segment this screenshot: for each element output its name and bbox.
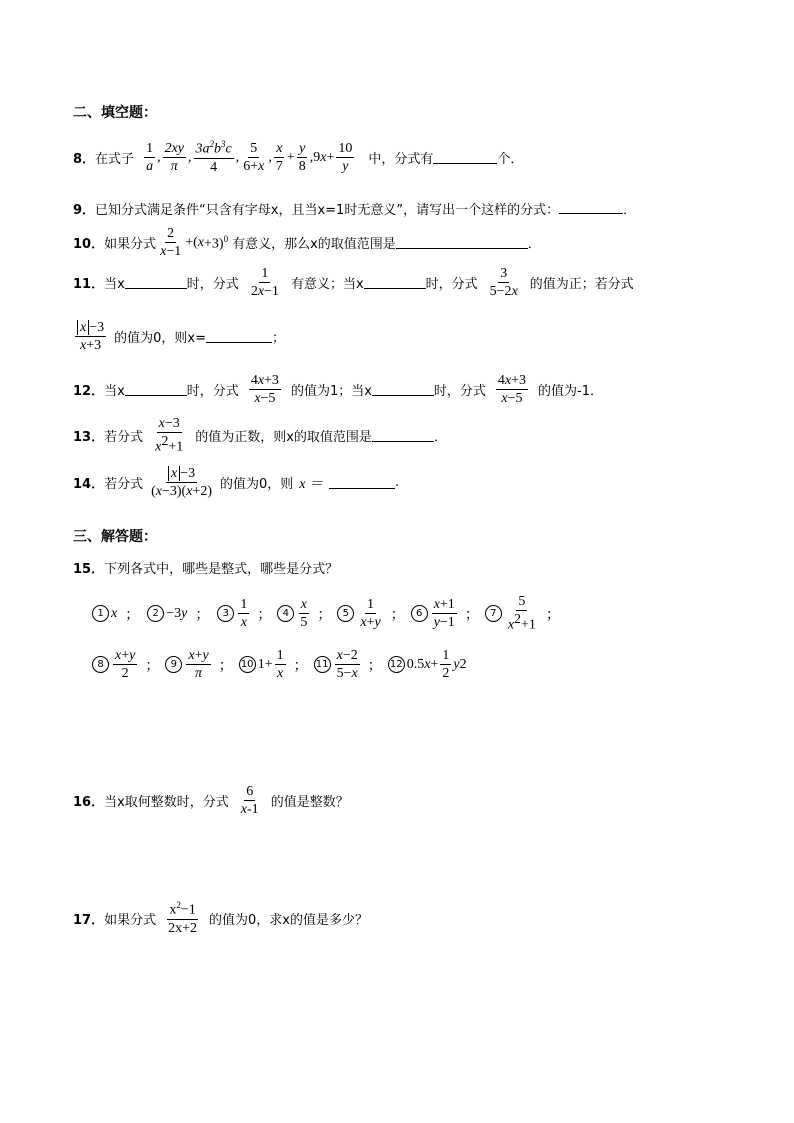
q15-expressions-row-1: 1 x ； 2 −3 y ； 3 $\frac{1}{x}$ ； 4 $\frac{x}{5}$ ； 5 $\frac{1}{x+y}$ ； 6 $\frac{x+1}{y-1}$ ； 7 $\frac{5}{x^2+1}$ ；: [92, 594, 566, 633]
answer-blank[interactable]: [364, 276, 426, 289]
question-text: 的值为正；若分式: [529, 277, 634, 293]
question-number: 17．: [73, 913, 105, 929]
question-14: [73, 466, 399, 500]
fraction-expression: $\frac{x-3}{x^2+1}$: [155, 416, 184, 456]
answer-blank[interactable]: [125, 276, 187, 289]
question-11: [73, 266, 634, 300]
fraction-expression: $\frac{6}{x-1}$: [240, 784, 259, 818]
question-text: 当x: [104, 384, 125, 400]
question-9: [73, 199, 636, 218]
item-marker: 5: [337, 605, 354, 622]
fraction-expression: $\frac{4x+3}{x-5}$: [497, 373, 527, 407]
answer-blank[interactable]: [125, 383, 187, 396]
q15-expressions-row-2: 8 $\frac{x+y}{2}$ ； 9 $\frac{x+y}{\pi}$ ； 10 1+ $\frac{1}{x}$ ； 11 $\frac{x-2}{5-x}$ ； 12 0.5 x + $\frac{1}{2}$ y 2: [92, 648, 467, 682]
answer-blank[interactable]: [372, 383, 434, 396]
question-text: 若分式: [104, 477, 144, 493]
question-text-end: 个．: [497, 152, 524, 168]
item-marker: 8: [92, 656, 109, 673]
fraction-expression: $\frac{x^2-1}{2x+2}$: [168, 900, 198, 937]
fraction-expression: $\frac{4x+3}{x-5}$: [250, 373, 279, 407]
question-text: 的值为1；当x: [290, 384, 372, 400]
question-text: 当x取何整数时，分式: [104, 795, 229, 811]
question-text: 时，分式: [186, 277, 239, 293]
item-marker: 1: [92, 605, 109, 622]
question-number: 10．: [73, 237, 105, 253]
section-title-fill-blank: 二、填空题：: [73, 105, 157, 121]
question-text-mid: 有意义，那么x的取值范围是: [232, 237, 396, 253]
question-text: 在式子: [95, 152, 135, 168]
question-text-suffix: 的值是整数？: [270, 795, 349, 811]
item-marker: 6: [411, 605, 428, 622]
question-number: 11．: [73, 277, 105, 293]
item-marker: 11: [314, 656, 331, 673]
answer-blank[interactable]: [372, 429, 434, 442]
question-text: 当x: [104, 277, 125, 293]
question-text-suffix: 的值为0，求x的值是多少？: [209, 913, 368, 929]
question-text: 若分式: [104, 430, 144, 446]
question-text: 时，分式: [425, 277, 478, 293]
answer-blank[interactable]: [206, 330, 272, 343]
question-text: 如果分式: [104, 913, 157, 929]
question-16: [73, 784, 349, 818]
question-text-suffix: 中，分式有: [368, 152, 434, 168]
question-text: 下列各式中，哪些是整式，哪些是分式？: [104, 562, 339, 577]
question-text-end: ．: [527, 237, 541, 253]
question-12: [73, 373, 603, 407]
question-11-continued: [73, 320, 285, 354]
question-number: 8．: [73, 152, 96, 168]
question-text-end: ．: [433, 430, 447, 446]
question-17: [73, 901, 368, 936]
expression-list: $\frac{1}{a}$ , $\frac{2xy}{\pi}$ , $\frac{3a^2b^3c}{4}$ , $\frac{5}{6+x}$ , $\frac{x}{7}$ + $\frac{y}{8}$ ,9 x + $\frac{10}{y}$: [146, 139, 353, 176]
question-13: [73, 416, 447, 455]
equation-variable: x ＝: [299, 476, 324, 492]
question-text: 已知分式满足条件“只含有字母x，且当x=1时无意义”，请写出一个这样的分式：: [95, 203, 560, 218]
question-number: 13．: [73, 430, 105, 446]
fraction-expression: $\frac{1}{2x-1}$: [250, 266, 279, 300]
item-marker: 7: [485, 605, 502, 622]
question-number: 14．: [73, 477, 105, 493]
question-text: 有意义；当x: [290, 277, 364, 293]
question-text: 时，分式: [186, 384, 239, 400]
question-text-mid: 的值为正数，则x的取值范围是: [195, 430, 372, 446]
item-marker: 12: [388, 656, 405, 673]
fraction-expression: $\frac{2}{x-1}$ +( x +3)$^0$: [160, 226, 229, 260]
fraction-expression: $\frac{3}{5-2x}$: [489, 266, 518, 300]
item-marker: 10: [239, 656, 256, 673]
answer-blank[interactable]: [433, 151, 497, 164]
question-text-end: ．: [623, 203, 637, 218]
item-marker: 4: [277, 605, 294, 622]
question-8: [73, 140, 523, 175]
section-title-solve: 三、解答题：: [73, 529, 157, 545]
question-text: 时，分式: [433, 384, 486, 400]
question-number: 12．: [73, 384, 105, 400]
question-text-end: .: [395, 475, 400, 491]
answer-blank[interactable]: [559, 201, 623, 214]
item-marker: 9: [165, 656, 182, 673]
fraction-expression: $\frac{x -3}{(x-3)(x+2)}$: [151, 466, 213, 500]
item-marker: 3: [217, 605, 234, 622]
question-text: 的值为0，则x=: [114, 331, 206, 347]
fraction-expression: $\frac{x -3}{x+3}$: [73, 320, 108, 354]
question-10: [73, 226, 541, 260]
question-text: 如果分式: [104, 237, 157, 253]
question-number: 9．: [73, 203, 96, 218]
question-text: 的值为-1．: [538, 384, 604, 400]
question-text: ；: [271, 331, 285, 347]
question-number: 15．: [73, 562, 105, 577]
answer-blank[interactable]: [329, 476, 395, 489]
question-number: 16．: [73, 795, 105, 811]
item-marker: 2: [147, 605, 164, 622]
question-text-mid: 的值为0，则: [220, 477, 294, 493]
answer-blank[interactable]: [396, 236, 528, 249]
question-15: [73, 558, 338, 577]
